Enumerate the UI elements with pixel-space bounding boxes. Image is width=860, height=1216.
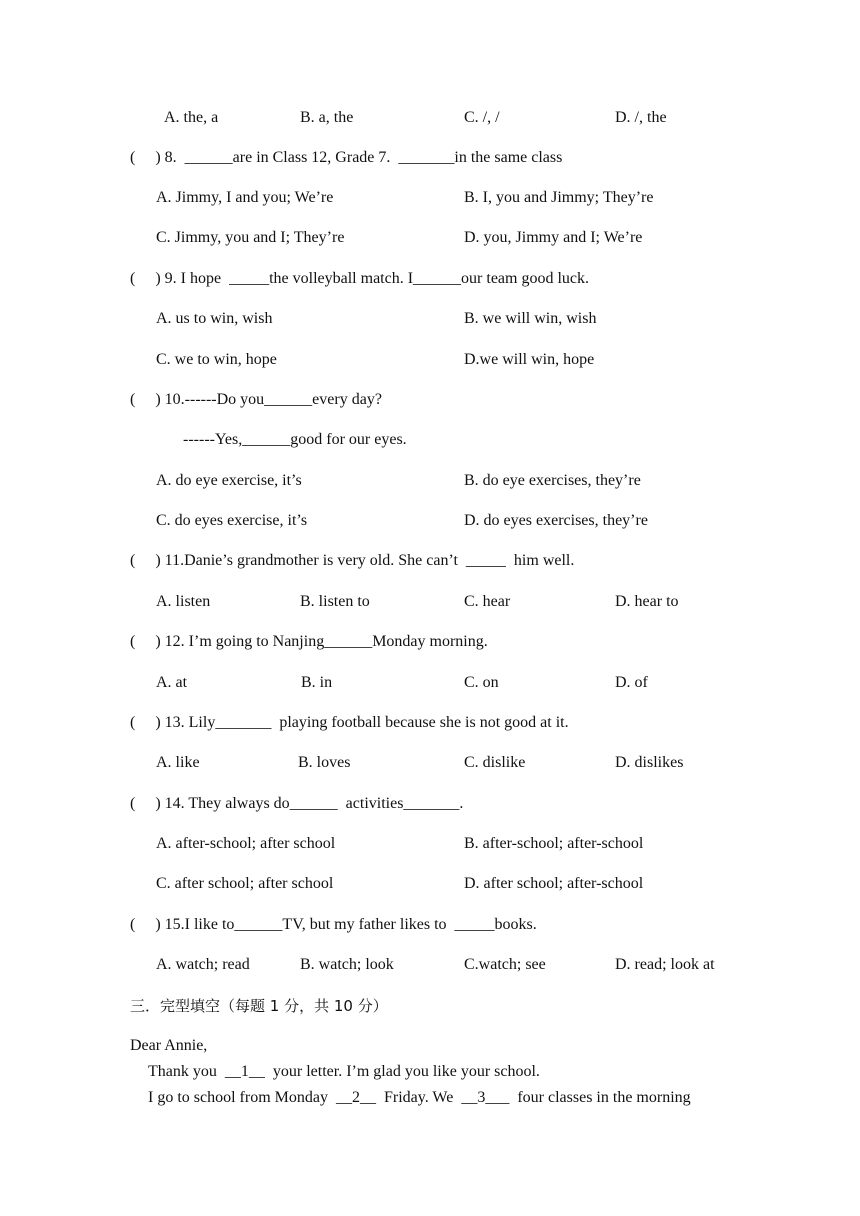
q8-option-a: A. Jimmy, I and you; We’re — [156, 189, 334, 206]
q7-option-a: A. the, a — [164, 109, 219, 126]
q11-option-a: A. listen — [156, 593, 211, 610]
q10-text-reply: ------Yes,______good for our eyes. — [183, 431, 407, 448]
q13-option-b: B. loves — [298, 754, 351, 771]
q12-option-a: A. at — [156, 674, 188, 691]
q15-option-c: C.watch; see — [464, 956, 546, 973]
q10-option-a: A. do eye exercise, it’s — [156, 472, 302, 489]
q9-text: ( ) 9. I hope _____the volleyball match. I______our team good luck. — [130, 270, 590, 287]
q14-option-c: C. after school; after school — [156, 875, 334, 892]
q11-text: ( ) 11.Danie’s grandmother is very old. She can’t _____ him well. — [130, 552, 575, 569]
q15-option-a: A. watch; read — [156, 956, 250, 973]
q8-option-c: C. Jimmy, you and I; They’re — [156, 229, 345, 246]
q12-option-d: D. of — [615, 674, 648, 691]
q11-option-b: B. listen to — [300, 593, 370, 610]
q12-option-c: C. on — [464, 674, 499, 691]
q15-option-d: D. read; look at — [615, 956, 715, 973]
q9-option-a: A. us to win, wish — [156, 310, 273, 327]
q10-option-d: D. do eyes exercises, they’re — [464, 512, 648, 529]
q11-option-d: D. hear to — [615, 593, 679, 610]
q7-option-d: D. /, the — [615, 109, 667, 126]
q14-text: ( ) 14. They always do______ activities_______. — [130, 795, 464, 812]
q12-text: ( ) 12. I’m going to Nanjing______Monday morning. — [130, 633, 488, 650]
q14-option-b: B. after-school; after-school — [464, 835, 644, 852]
q13-option-d: D. dislikes — [615, 754, 684, 771]
q9-option-b: B. we will win, wish — [464, 310, 597, 327]
q13-option-a: A. like — [156, 754, 200, 771]
q12-option-b: B. in — [301, 674, 333, 691]
q10-text: ( ) 10.------Do you______every day? — [130, 391, 382, 408]
q14-option-d: D. after school; after-school — [464, 875, 644, 892]
q15-option-b: B. watch; look — [300, 956, 394, 973]
letter-line-2: I go to school from Monday __2__ Friday. We __3___ four classes in the morning — [148, 1089, 691, 1106]
q8-text: ( ) 8. ______are in Class 12, Grade 7. _______in the same class — [130, 149, 563, 166]
q14-option-a: A. after-school; after school — [156, 835, 336, 852]
q9-option-c: C. we to win, hope — [156, 351, 277, 368]
q15-text: ( ) 15.I like to______TV, but my father likes to _____books. — [130, 916, 537, 933]
q9-option-d: D.we will win, hope — [464, 351, 595, 368]
q7-option-c: C. /, / — [464, 109, 500, 126]
q8-option-b: B. I, you and Jimmy; They’re — [464, 189, 654, 206]
section3-heading: 三．完型填空（每题 1 分，共 10 分） — [130, 997, 388, 1015]
q11-option-c: C. hear — [464, 593, 511, 610]
q10-option-b: B. do eye exercises, they’re — [464, 472, 641, 489]
q13-text: ( ) 13. Lily_______ playing football because she is not good at it. — [130, 714, 569, 731]
q7-option-b: B. a, the — [300, 109, 354, 126]
letter-line-1: Thank you __1__ your letter. I’m glad you like your school. — [148, 1063, 540, 1080]
letter-greeting: Dear Annie, — [130, 1037, 208, 1054]
q8-option-d: D. you, Jimmy and I; We’re — [464, 229, 643, 246]
q10-option-c: C. do eyes exercise, it’s — [156, 512, 308, 529]
q13-option-c: C. dislike — [464, 754, 526, 771]
